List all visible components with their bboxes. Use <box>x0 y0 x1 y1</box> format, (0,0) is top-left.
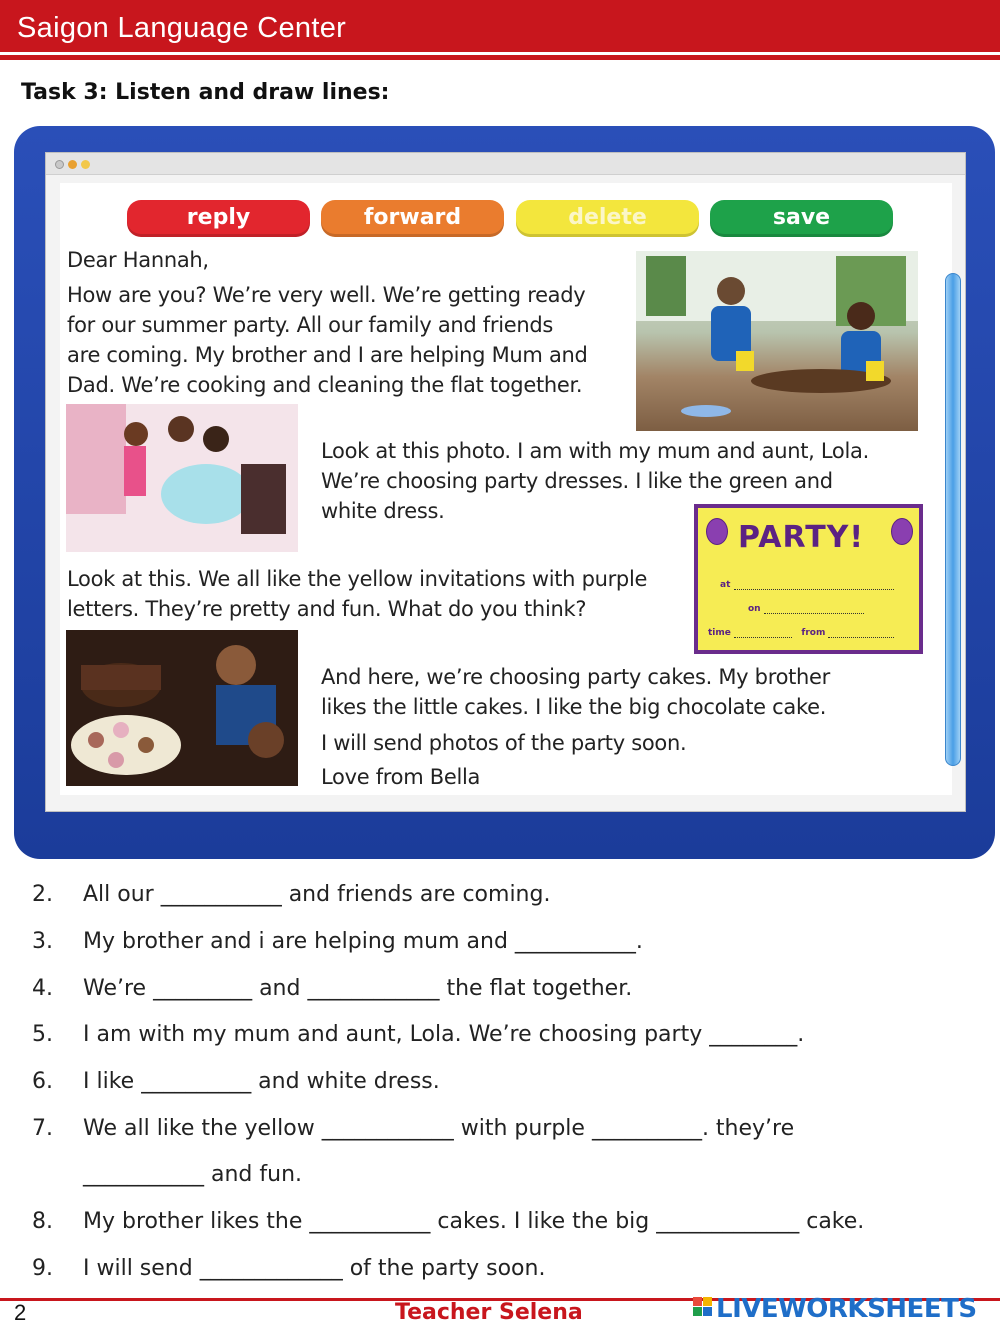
question-text-continued[interactable]: ___________ and fun. <box>83 1162 303 1187</box>
question-number: 9. <box>32 1256 53 1281</box>
photo-children-cleaning <box>636 251 918 431</box>
email-greeting: Dear Hannah, <box>67 248 209 272</box>
window-close-dot-icon <box>55 160 64 169</box>
email-line: Dad. We’re cooking and cleaning the flat together. <box>67 373 583 397</box>
question-text[interactable]: We all like the yellow ____________ with purple __________. they’re <box>83 1116 795 1141</box>
party-invitation-card <box>694 504 923 654</box>
liveworksheets-brand[interactable]: LIVEWORKSHEETS <box>716 1294 977 1324</box>
window-minimize-dot-icon <box>68 160 77 169</box>
email-signoff: Love from Bella <box>321 765 481 789</box>
invitation-title: PARTY! <box>738 520 865 555</box>
email-paragraph-4 <box>321 662 830 722</box>
question-number: 5. <box>32 1022 53 1047</box>
email-paragraph-5: I will send photos of the party soon. <box>321 731 687 755</box>
page-number: 2 <box>14 1300 27 1325</box>
invitation-time-label: time <box>708 628 731 638</box>
delete-button[interactable]: delete <box>516 200 699 237</box>
balloon-icon <box>706 518 728 545</box>
email-line: are coming. My brother and I are helping Mum and <box>67 343 588 367</box>
balloon-icon <box>891 518 913 545</box>
task-title: Task 3: Listen and draw lines: <box>21 80 390 105</box>
liveworksheets-logo-icon <box>693 1297 713 1319</box>
email-line: likes the little cakes. I like the big chocolate cake. <box>321 695 827 719</box>
question-text[interactable]: I am with my mum and aunt, Lola. We’re choosing party ________. <box>83 1022 805 1047</box>
question-text[interactable]: We’re _________ and ____________ the flat together. <box>83 976 633 1001</box>
question-text[interactable]: I will send _____________ of the party soon. <box>83 1256 546 1281</box>
email-paragraph-3 <box>67 564 647 624</box>
photo-choosing-cakes <box>66 630 298 786</box>
invitation-at-label: at <box>720 580 731 590</box>
invitation-at-line <box>720 580 894 590</box>
teacher-name: Teacher Selena <box>395 1300 583 1325</box>
question-text[interactable]: My brother likes the ___________ cakes. I like the big _____________ cake. <box>83 1209 865 1234</box>
question-number: 6. <box>32 1069 53 1094</box>
question-number: 8. <box>32 1209 53 1234</box>
reply-button[interactable]: reply <box>127 200 310 237</box>
forward-button[interactable]: forward <box>321 200 504 237</box>
email-line: Look at this. We all like the yellow invitations with purple <box>67 567 648 591</box>
email-line: And here, we’re choosing party cakes. My brother <box>321 665 831 689</box>
save-button[interactable]: save <box>710 200 893 237</box>
email-line: for our summer party. All our family and friends <box>67 313 554 337</box>
question-text[interactable]: My brother and i are helping mum and ___________. <box>83 929 643 954</box>
email-line: white dress. <box>321 499 445 523</box>
header-title: Saigon Language Center <box>17 12 347 44</box>
photo-choosing-dresses <box>66 404 298 552</box>
question-number: 4. <box>32 976 53 1001</box>
invitation-on-line <box>748 604 864 614</box>
email-line: We’re choosing party dresses. I like the green and <box>321 469 833 493</box>
window-title-strip <box>46 153 965 175</box>
email-line: How are you? We’re very well. We’re getting ready <box>67 283 586 307</box>
invitation-on-label: on <box>748 604 761 614</box>
question-text[interactable]: I like __________ and white dress. <box>83 1069 440 1094</box>
question-number: 7. <box>32 1116 53 1141</box>
email-line: letters. They’re pretty and fun. What do you think? <box>67 597 587 621</box>
email-line: Look at this photo. I am with my mum and aunt, Lola. <box>321 439 869 463</box>
window-zoom-dot-icon <box>81 160 90 169</box>
email-paragraph-1 <box>67 280 588 400</box>
invitation-time-line <box>708 628 894 638</box>
question-number: 2. <box>32 882 53 907</box>
question-text[interactable]: All our ___________ and friends are coming. <box>83 882 551 907</box>
invitation-from-label: from <box>801 628 826 638</box>
email-scrollbar[interactable] <box>945 273 961 766</box>
question-number: 3. <box>32 929 53 954</box>
header-divider <box>0 55 1000 60</box>
